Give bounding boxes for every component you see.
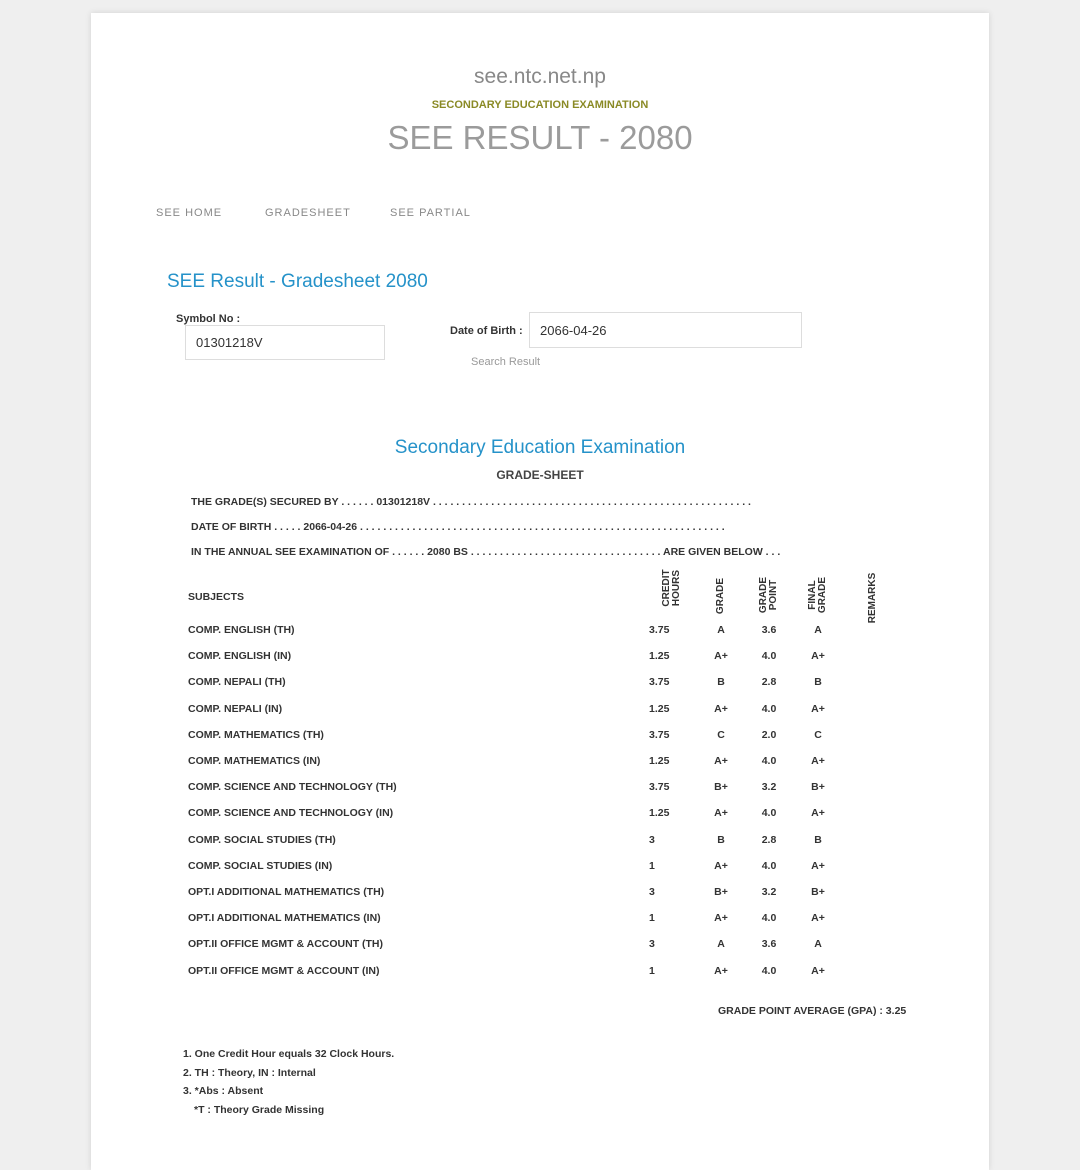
cell-grade: A+	[714, 755, 728, 767]
cell-credit-hours: 3.75	[649, 624, 670, 636]
cell-final-grade: A+	[811, 650, 825, 663]
cell-grade-point: 3.2	[761, 781, 777, 794]
footnote: 1. One Credit Hour equals 32 Clock Hours.	[183, 1048, 395, 1060]
dob-line: DATE OF BIRTH . . . . . 2066-04-26 . . . . . . . . . . . . . . . . . . . . . . . . . . . . . . . . . . . . . . . . . . . . . . . . . . . . . . . . . . . . . . .	[191, 521, 725, 533]
cell-grade: B+	[714, 886, 728, 898]
table-row	[91, 912, 989, 938]
footnote: 2. TH : Theory, IN : Internal	[183, 1066, 316, 1079]
cell-subject: COMP. NEPALI (IN)	[188, 702, 283, 715]
cell-grade-point: 2.8	[761, 833, 777, 846]
cell-subject: COMP. NEPALI (TH)	[188, 676, 286, 689]
cell-credit-hours: 1.25	[649, 807, 670, 820]
cell-final-grade: A+	[811, 859, 825, 872]
dob-input[interactable]	[529, 312, 802, 348]
cell-grade-point: 4.0	[761, 912, 777, 925]
table-row	[91, 624, 989, 650]
cell-credit-hours: 3.75	[649, 781, 670, 794]
cell-subject: COMP. SOCIAL STUDIES (TH)	[188, 833, 336, 846]
header-subjects: SUBJECTS	[188, 591, 245, 603]
cell-subject: COMP. MATHEMATICS (IN)	[188, 755, 321, 767]
cell-subject: COMP. SCIENCE AND TECHNOLOGY (IN)	[188, 807, 394, 820]
cell-credit-hours: 3	[649, 938, 655, 951]
cell-subject: OPT.II OFFICE MGMT & ACCOUNT (TH)	[188, 938, 384, 951]
cell-credit-hours: 3.75	[649, 676, 670, 689]
cell-grade: A+	[714, 912, 728, 925]
table-row	[91, 886, 989, 912]
footnotes	[183, 1045, 394, 1119]
cell-grade: A	[717, 938, 725, 951]
exam-subtitle: SECONDARY EDUCATION EXAMINATION	[431, 99, 649, 111]
cell-grade: A	[717, 624, 725, 636]
cell-credit-hours: 1.25	[649, 702, 670, 715]
table-row	[91, 781, 989, 807]
cell-grade-point: 3.6	[761, 624, 777, 636]
cell-grade: A+	[714, 859, 728, 872]
cell-subject: COMP. SCIENCE AND TECHNOLOGY (TH)	[188, 781, 397, 794]
secured-by-line: THE GRADE(S) SECURED BY . . . . . . 01301218V . . . . . . . . . . . . . . . . . . . . . . . . . . . . . . . . . . . . . . . . . . . . . . . . . . . . . . .	[191, 496, 751, 508]
table-row	[91, 860, 989, 886]
cell-grade-point: 4.0	[761, 755, 777, 767]
table-row	[91, 650, 989, 676]
cell-credit-hours: 1	[649, 912, 655, 925]
cell-subject: OPT.I ADDITIONAL MATHEMATICS (TH)	[188, 886, 385, 898]
cell-subject: OPT.I ADDITIONAL MATHEMATICS (IN)	[188, 912, 381, 925]
cell-subject: COMP. ENGLISH (TH)	[188, 624, 295, 636]
cell-final-grade: A	[814, 938, 822, 951]
cell-credit-hours: 1.25	[649, 650, 670, 663]
cell-subject: COMP. ENGLISH (IN)	[188, 650, 292, 663]
cell-grade-point: 2.0	[761, 728, 777, 741]
cell-final-grade: B+	[811, 886, 825, 898]
cell-grade-point: 3.2	[761, 886, 777, 898]
nav-see-home[interactable]: SEE HOME	[156, 207, 223, 219]
cell-credit-hours: 1	[649, 964, 655, 977]
cell-final-grade: C	[814, 728, 822, 741]
exam-line: IN THE ANNUAL SEE EXAMINATION OF . . . . . . 2080 BS . . . . . . . . . . . . . . . . . . . . . . . . . . . . . . . . . ARE GIVEN BELOW . . .	[191, 546, 781, 558]
symbol-input[interactable]	[185, 325, 385, 360]
cell-final-grade: B	[814, 833, 822, 846]
header-credit-hours: CREDIT HOURS	[661, 569, 682, 607]
cell-final-grade: A+	[811, 807, 825, 820]
header-grade-point: GRADE POINT	[758, 576, 779, 614]
table-row	[91, 729, 989, 755]
cell-grade: B	[717, 676, 725, 689]
cell-grade: A+	[714, 702, 728, 715]
cell-final-grade: A+	[811, 964, 825, 977]
cell-final-grade: A+	[811, 912, 825, 925]
cell-subject: OPT.II OFFICE MGMT & ACCOUNT (IN)	[188, 964, 380, 977]
table-row	[91, 676, 989, 702]
cell-final-grade: B+	[811, 781, 825, 794]
table-row	[91, 938, 989, 964]
cell-grade-point: 3.6	[761, 938, 777, 951]
cell-final-grade: A+	[811, 755, 825, 767]
cell-grade-point: 4.0	[761, 650, 777, 663]
header-grade: GRADE	[715, 577, 726, 615]
page-title: SEE RESULT - 2080	[387, 119, 693, 156]
symbol-label: Symbol No :	[176, 313, 241, 325]
cell-grade: A+	[714, 807, 728, 820]
cell-grade-point: 4.0	[761, 702, 777, 715]
table-row	[91, 807, 989, 833]
site-name: see.ntc.net.np	[474, 65, 606, 88]
cell-grade: C	[717, 728, 725, 741]
table-row	[91, 965, 989, 991]
cell-final-grade: A+	[811, 702, 825, 715]
cell-grade: A+	[714, 964, 728, 977]
cell-grade-point: 4.0	[761, 859, 777, 872]
cell-subject: COMP. SOCIAL STUDIES (IN)	[188, 859, 333, 872]
cell-final-grade: B	[814, 676, 822, 689]
header-remarks: REMARKS	[867, 572, 878, 624]
cell-grade-point: 4.0	[761, 807, 777, 820]
cell-credit-hours: 1.25	[649, 755, 670, 767]
cell-subject: COMP. MATHEMATICS (TH)	[188, 728, 324, 741]
gpa-summary: GRADE POINT AVERAGE (GPA) : 3.25	[718, 1005, 907, 1017]
page-container	[91, 13, 989, 1170]
cell-grade: A+	[714, 650, 728, 663]
footnote: 3. *Abs : Absent	[183, 1085, 264, 1097]
cell-final-grade: A	[814, 624, 822, 636]
cell-grade-point: 4.0	[761, 964, 777, 977]
cell-credit-hours: 3	[649, 886, 655, 898]
search-result-button[interactable]: Search Result	[471, 356, 541, 368]
cell-grade-point: 2.8	[761, 676, 777, 689]
cell-credit-hours: 3.75	[649, 728, 670, 741]
gradesheet-title: Secondary Education Examination	[394, 437, 686, 458]
header-final-grade: FINAL GRADE	[807, 576, 828, 614]
table-row	[91, 834, 989, 860]
nav-gradesheet[interactable]: GRADESHEET	[265, 207, 351, 219]
cell-credit-hours: 1	[649, 859, 655, 872]
form-title: SEE Result - Gradesheet 2080	[167, 271, 428, 292]
gradesheet-subtitle: GRADE-SHEET	[496, 468, 584, 482]
dob-label: Date of Birth :	[450, 325, 523, 337]
table-row	[91, 703, 989, 729]
cell-grade: B+	[714, 781, 728, 794]
cell-credit-hours: 3	[649, 833, 655, 846]
footnote: *T : Theory Grade Missing	[194, 1103, 325, 1116]
table-row	[91, 755, 989, 781]
cell-grade: B	[717, 833, 725, 846]
nav-see-partial[interactable]: SEE PARTIAL	[390, 207, 471, 219]
